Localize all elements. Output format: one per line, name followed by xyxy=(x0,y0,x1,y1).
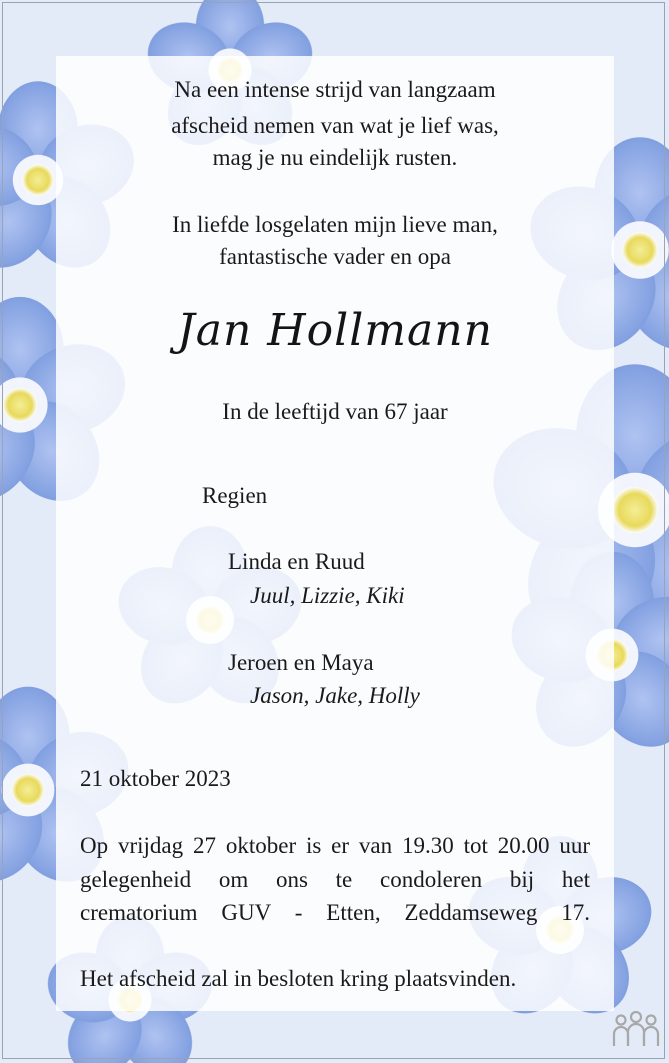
death-date: 21 oktober 2023 xyxy=(80,766,231,791)
condolence-line-2: gelegenheid om ons te condoleren bij het xyxy=(80,867,590,892)
intro-line-3: mag je nu eindelijk rusten. xyxy=(212,145,458,170)
grandchildren-2-names: Jason, Jake, Holly xyxy=(250,683,420,708)
intro-line-1: Na een intense strijd van langzaam xyxy=(174,77,496,102)
condolence-line-1: Op vrijdag 27 oktober is er van 19.30 tot 20.00 uur xyxy=(80,833,590,858)
grandchildren-1-names: Juul, Lizzie, Kiki xyxy=(250,583,405,608)
spouse-name: Regien xyxy=(202,483,268,508)
people-group-icon xyxy=(612,1010,660,1050)
closing-text: Het afscheid zal in besloten kring plaatsvinden. xyxy=(80,966,517,991)
intro-line-2: afscheid nemen van wat je lief was, xyxy=(171,113,499,138)
child-1-names: Linda en Ruud xyxy=(228,549,365,574)
child-2-names: Jeroen en Maya xyxy=(228,650,374,675)
age-text: In de leeftijd van 67 jaar xyxy=(222,399,448,424)
intro-line-5: fantastische vader en opa xyxy=(219,244,451,269)
condolence-line-3: crematorium GUV - Etten, Zeddamseweg 17. xyxy=(80,900,590,925)
intro-line-4: In liefde losgelaten mijn lieve man, xyxy=(172,212,498,237)
deceased-name: Jan Hollmann xyxy=(177,305,493,356)
